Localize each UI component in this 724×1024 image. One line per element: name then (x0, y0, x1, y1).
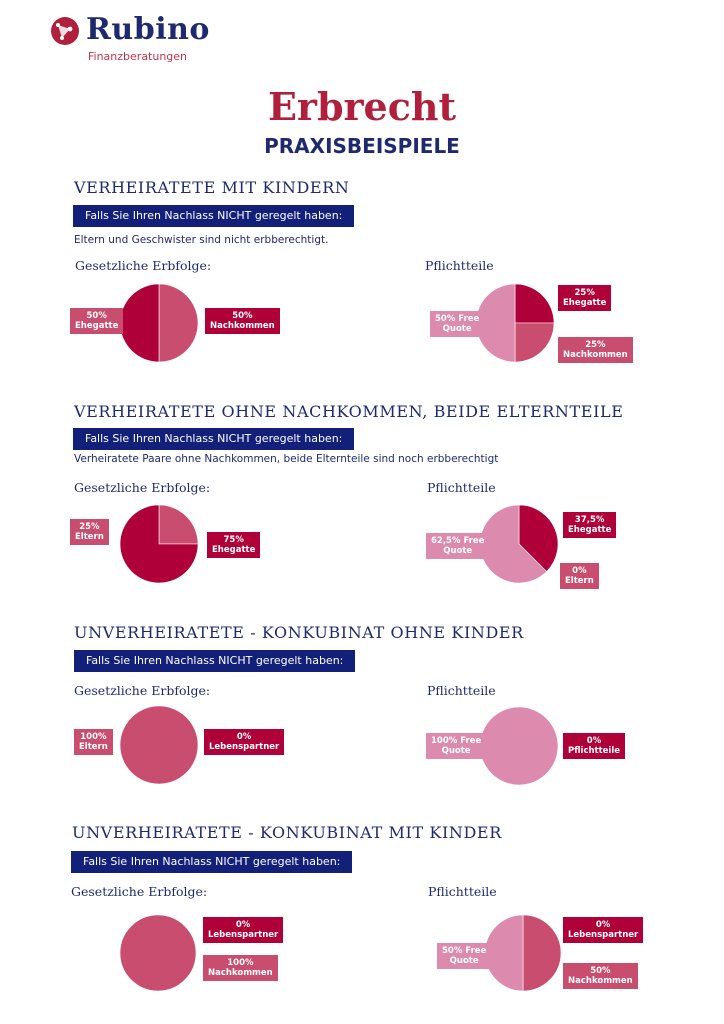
left-chart-label: Gesetzliche Erbfolge: (74, 683, 211, 698)
data-label: 0% Eltern (560, 563, 599, 589)
data-label: 25% Eltern (70, 519, 109, 545)
data-label: 50% Ehegatte (70, 308, 123, 334)
left-chart-label: Gesetzliche Erbfolge: (71, 884, 208, 899)
pie-slice (480, 707, 558, 785)
pie-slice (120, 284, 159, 362)
section-bar: Falls Sie Ihren Nachlass NICHT geregelt haben: (73, 428, 354, 450)
data-label: 62,5% Free Quote (426, 533, 489, 559)
section-note: Eltern und Geschwister sind nicht erbberechtigt. (74, 234, 329, 246)
right-chart-label: Pflichtteile (425, 258, 494, 273)
right-chart-label: Pflichtteile (427, 480, 496, 495)
section-heading: VERHEIRATETE OHNE NACHKOMMEN, BEIDE ELTERNTEILE (74, 402, 624, 421)
brand-name: Rubino (86, 12, 210, 47)
pie-slice (120, 915, 196, 991)
data-label: 0% Lebenspartner (203, 917, 283, 943)
pie-slice (515, 323, 554, 362)
data-label: 100% Nachkommen (203, 955, 278, 981)
pie-slice (159, 505, 198, 544)
section-heading: UNVERHEIRATETE - KONKUBINAT MIT KINDER (72, 823, 502, 842)
pie-chart (485, 915, 561, 991)
pie-chart (476, 284, 554, 362)
pie-slice (120, 706, 198, 784)
pie-slice (515, 284, 554, 323)
pie-chart (480, 505, 558, 583)
right-chart-label: Pflichtteile (427, 683, 496, 698)
left-chart-label: Gesetzliche Erbfolge: (75, 258, 212, 273)
page-title: Erbrecht (267, 84, 457, 129)
data-label: 50% Nachkommen (205, 308, 280, 334)
data-label: 50% Free Quote (437, 943, 491, 969)
right-chart-label: Pflichtteile (428, 884, 497, 899)
pie-chart (120, 915, 196, 991)
section-bar: Falls Sie Ihren Nachlass NICHT geregelt haben: (73, 205, 354, 227)
data-label: 0% Lebenspartner (563, 917, 643, 943)
section-note: Verheiratete Paare ohne Nachkommen, beide Elternteile sind noch erbberechtigt (74, 453, 499, 465)
section-bar: Falls Sie Ihren Nachlass NICHT geregelt haben: (74, 650, 355, 672)
pie-chart (120, 284, 198, 362)
data-label: 25% Nachkommen (558, 337, 633, 363)
section-bar: Falls Sie Ihren Nachlass NICHT geregelt haben: (71, 851, 352, 873)
data-label: 50% Nachkommen (563, 963, 638, 989)
section-heading: UNVERHEIRATETE - KONKUBINAT OHNE KINDER (74, 623, 524, 642)
pie-chart (120, 505, 198, 583)
data-label: 0% Pflichtteile (563, 733, 625, 759)
logo-icon (50, 16, 80, 46)
pie-slice (159, 284, 198, 362)
data-label: 25% Ehegatte (558, 285, 611, 311)
data-label: 75% Ehegatte (207, 532, 260, 558)
brand-tagline: Finanzberatungen (88, 50, 188, 63)
data-label: 0% Lebenspartner (204, 729, 284, 755)
data-label: 100% Free Quote (426, 733, 486, 759)
data-label: 100% Eltern (74, 729, 113, 755)
left-chart-label: Gesetzliche Erbfolge: (74, 480, 211, 495)
pie-chart (480, 707, 558, 785)
page-subtitle: PRAXISBEISPIELE (264, 134, 460, 158)
pie-slice (523, 915, 561, 991)
section-heading: VERHEIRATETE MIT KINDERN (74, 178, 350, 197)
pie-chart (120, 706, 198, 784)
data-label: 50% Free Quote (430, 311, 484, 337)
data-label: 37,5% Ehegatte (563, 512, 616, 538)
